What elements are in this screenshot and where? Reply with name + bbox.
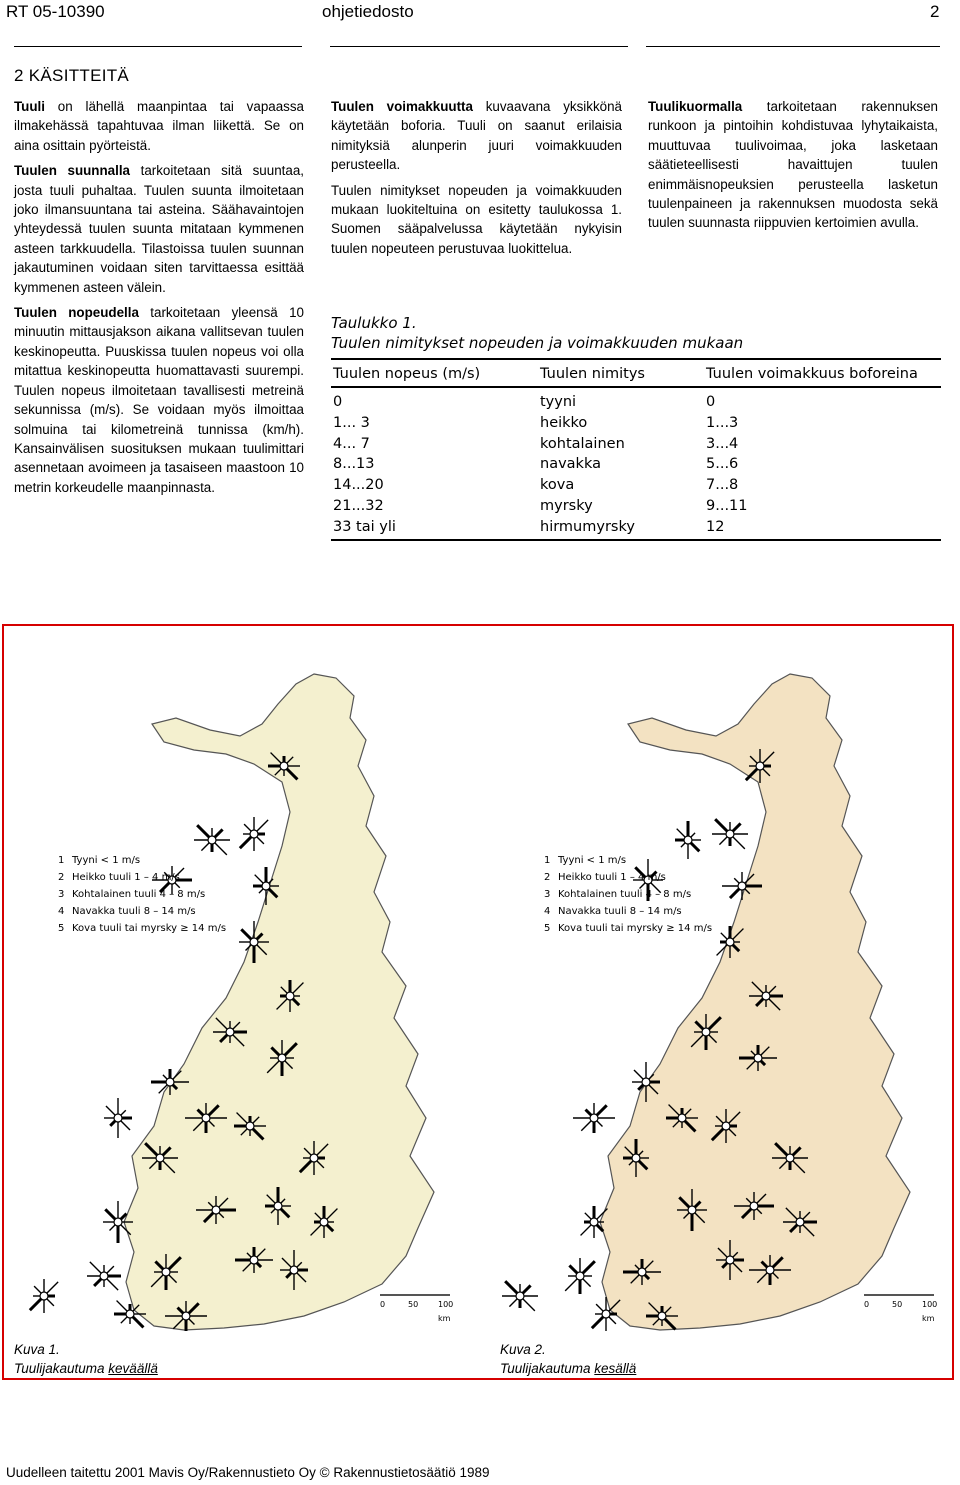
scale-label-100: 100 km: [922, 1300, 938, 1323]
legend-label: Tyyni < 1 m/s: [72, 855, 141, 866]
table-row: [331, 477, 941, 497]
legend-item: [544, 854, 794, 868]
legend-list: [544, 854, 794, 936]
table-row: [331, 436, 941, 456]
cell-name: myrsky: [540, 498, 593, 514]
cell-speed: 1... 3: [333, 414, 370, 431]
cell-speed: 8...13: [333, 456, 375, 473]
legend-number: 5: [544, 923, 551, 934]
cell-beaufort: 7...8: [706, 477, 739, 494]
cell-beaufort: 5...6: [706, 456, 739, 473]
table-row: [331, 519, 941, 539]
cell-beaufort: 0: [706, 394, 716, 410]
legend-item: [544, 905, 794, 919]
legend-item: [544, 871, 794, 885]
cell-name: hirmumyrsky: [540, 518, 635, 535]
legend-number: 5: [58, 923, 65, 934]
document-type: ohjetiedosto: [322, 2, 414, 21]
term-tuulikuorma: Tuulikuormalla: [648, 99, 743, 114]
term-tuuli: Tuuli: [14, 99, 45, 114]
scale-label-0: 0: [864, 1300, 870, 1309]
wind-rose-icon: [565, 1258, 595, 1294]
term-nopeus: Tuulen nopeudella: [14, 305, 139, 321]
legend-item: [58, 854, 308, 868]
cell-name: kohtalainen: [540, 435, 625, 452]
paragraph-nimitykset: [331, 181, 622, 259]
paragraph-text: tarkoitetaan sitä suuntaa, josta tuuli puhaltaa. Tuulen suunta ilmoitetaan joko ilmansuuntana tai asteina. Säähavaintojen yhteydessä tuulen suunta mitataan kymmenen asteen tarkkuudella. Tilastoissa tuulen suunnan jakautuminen voidaan siten tarvittaessa esittää kymmenen asteen välein.: [14, 163, 304, 295]
table-title: [331, 313, 743, 353]
legend-item: [544, 922, 794, 936]
header-rule-1: [14, 46, 302, 47]
cell-beaufort: 9...11: [706, 498, 748, 514]
map-summer: [490, 656, 946, 1346]
document-code: RT 05-10390: [6, 2, 105, 21]
wind-rose-icon: [502, 1281, 538, 1311]
cell-speed: 14...20: [333, 477, 384, 494]
cell-name: tyyni: [540, 394, 577, 410]
legend-label: Navakka tuuli 8 – 14 m/s: [558, 906, 682, 917]
caption-text: Tuulijakautuma: [500, 1361, 595, 1376]
cell-name: kova: [540, 477, 575, 494]
legend-item: [58, 922, 308, 936]
wind-rose-icon: [712, 819, 748, 849]
table-number: Taulukko 1.: [331, 314, 417, 332]
cell-name: heikko: [540, 414, 588, 431]
footer-credit: Uudelleen taitettu 2001 Mavis Oy/Rakennustieto Oy © Rakennustietosäätiö 1989: [6, 1465, 490, 1480]
caption-season: keväällä: [108, 1361, 158, 1376]
table-bottom-rule: [331, 539, 941, 541]
caption-label: Kuva 2.: [500, 1342, 546, 1357]
legend-number: 2: [544, 872, 551, 883]
wind-rose-icon: [573, 1103, 615, 1133]
header-speed: Tuulen nopeus (m/s): [333, 366, 481, 382]
page-number: 2: [930, 2, 940, 21]
legend-number: 1: [58, 855, 65, 866]
table-row: [331, 456, 941, 476]
cell-speed: 4... 7: [333, 435, 370, 452]
paragraph-text: tarkoitetaan rakennuksen runkoon ja pintoihin kohdistuvaa lyhytaikaista, muuttuvaa tuulivoimaa, joka lasketaan säätieteellisesti havaittujen tuulen enimmäisnopeuksien perusteella lasketun tuulenpaineen ja rakennuksen muodosta sekä tuulen suunnasta riippuvien kertoimien avulla.: [648, 99, 938, 231]
legend-label: Kova tuuli tai myrsky ≥ 14 m/s: [72, 923, 227, 934]
caption-text-line: [14, 1359, 158, 1378]
table-header-rule: [331, 386, 941, 388]
paragraph-text: tarkoitetaan yleensä 10 minuutin mittausjakson aikana vallitsevan tuulen keskinopeutta. Puuskissa tuulen nopeus voi olla mitattua keskinopeutta huomattavasti suurempi. Tuulen nopeus ilmoitetaan tavallisesti metreinä sekunnissa (m/s). Se voidaan myös ilmoittaa solmuina tai kilometreinä tunnissa (km/h). Kansainvälisen suosituksen mukaan tuulimittari asennetaan avoimeen ja tasaiseen maastoon 10 metrin korkeudelle maanpinnasta.: [14, 305, 304, 495]
cell-name: navakka: [540, 456, 601, 473]
paragraph-nopeus: [14, 303, 304, 497]
table-top-rule: [331, 358, 941, 360]
scale-label-100: 100 km: [438, 1300, 454, 1323]
legend-spring: [58, 854, 308, 939]
caption-figure-1: [14, 1340, 158, 1378]
legend-summer: [544, 854, 794, 939]
legend-label: Kova tuuli tai myrsky ≥ 14 m/s: [558, 923, 713, 934]
legend-item: [58, 871, 308, 885]
scale-bar: [864, 1294, 934, 1296]
scale-label-0: 0: [380, 1300, 386, 1309]
paragraph-tuuli: [14, 97, 304, 155]
cell-speed: 21...32: [333, 498, 384, 514]
legend-label: Heikko tuuli 1 – 4 m/s: [72, 872, 180, 883]
legend-item: [58, 888, 308, 902]
table-header-row: [331, 366, 941, 386]
legend-number: 4: [544, 906, 551, 917]
caption-text-line: [500, 1359, 636, 1378]
caption-text: Tuulijakautuma: [14, 1361, 109, 1376]
cell-beaufort: 3...4: [706, 435, 739, 452]
header-rule-2: [330, 46, 628, 47]
paragraph-tuulikuorma: [648, 97, 938, 233]
caption-label: Kuva 1.: [14, 1342, 60, 1357]
section-title: 2 KÄSITTEITÄ: [14, 66, 130, 85]
finland-outline-spring: [124, 674, 434, 1330]
cell-beaufort: 1...3: [706, 414, 739, 431]
header-beaufort: Tuulen voimakkuus boforeina: [706, 366, 918, 382]
legend-number: 2: [58, 872, 65, 883]
table-row: [331, 498, 941, 518]
table-caption: Tuulen nimitykset nopeuden ja voimakkuuden mukaan: [331, 334, 744, 352]
cell-speed: 0: [333, 394, 343, 410]
wind-rose-icon: [104, 1098, 132, 1138]
scale-label-50: 50: [408, 1300, 419, 1309]
legend-list: [58, 854, 308, 936]
paragraph-text: on lähellä maanpintaa tai vapaassa ilmakehässä tapahtuvaa ilman liikettä. Se on aina osittain pyörteistä.: [14, 99, 304, 153]
term-suunta: Tuulen suunnalla: [14, 163, 130, 179]
legend-number: 3: [544, 889, 551, 900]
legend-label: Navakka tuuli 8 – 14 m/s: [72, 906, 196, 917]
legend-number: 1: [544, 855, 551, 866]
paragraph-text: kuvaavana yksikkönä käytetään boforia. Tuuli on saanut erilaisia nimityksiä alunperin juuri voimakkuuden perusteella.: [331, 99, 622, 173]
legend-item: [544, 888, 794, 902]
scale-bar: [380, 1294, 450, 1296]
legend-number: 3: [58, 889, 65, 900]
paragraph-suunta: [14, 161, 304, 297]
wind-rose-icon: [240, 817, 268, 851]
legend-item: [58, 905, 308, 919]
legend-label: Kohtalainen tuuli 4 – 8 m/s: [72, 889, 206, 900]
scale-label-50: 50: [892, 1300, 903, 1309]
table-row: [331, 394, 941, 414]
wind-rose-icon: [30, 1279, 58, 1313]
legend-number: 4: [58, 906, 65, 917]
text-column-2: [331, 97, 622, 264]
text-column-3: [648, 97, 938, 239]
wind-rose-icon: [87, 1262, 121, 1290]
legend-label: Tyyni < 1 m/s: [558, 855, 627, 866]
figure-frame: [2, 624, 954, 1380]
legend-label: Kohtalainen tuuli 4 – 8 m/s: [558, 889, 692, 900]
term-voimakkuus: Tuulen voimakkuutta: [331, 99, 473, 114]
cell-speed: 33 tai yli: [333, 518, 396, 535]
caption-figure-2: [500, 1340, 636, 1378]
text-column-1: [14, 97, 304, 503]
wind-table: [331, 358, 941, 543]
caption-season: kesällä: [594, 1361, 637, 1376]
cell-beaufort: 12: [706, 518, 725, 535]
header-name: Tuulen nimitys: [540, 366, 645, 382]
legend-label: Heikko tuuli 1 – 4 m/s: [558, 872, 666, 883]
wind-rose-icon: [194, 825, 230, 855]
header-rule-3: [646, 46, 940, 47]
paragraph-voimakkuus: [331, 97, 622, 175]
map-spring: [14, 656, 470, 1346]
paragraph-text: Tuulen nimitykset nopeuden ja voimakkuuden mukaan luokiteltuina on esitetty taulukossa 1. Suomen sääpalvelussa käytetään nykyisin tuulen nopeuteen perustuvaa luokittelua.: [331, 182, 622, 256]
table-row: [331, 415, 941, 435]
